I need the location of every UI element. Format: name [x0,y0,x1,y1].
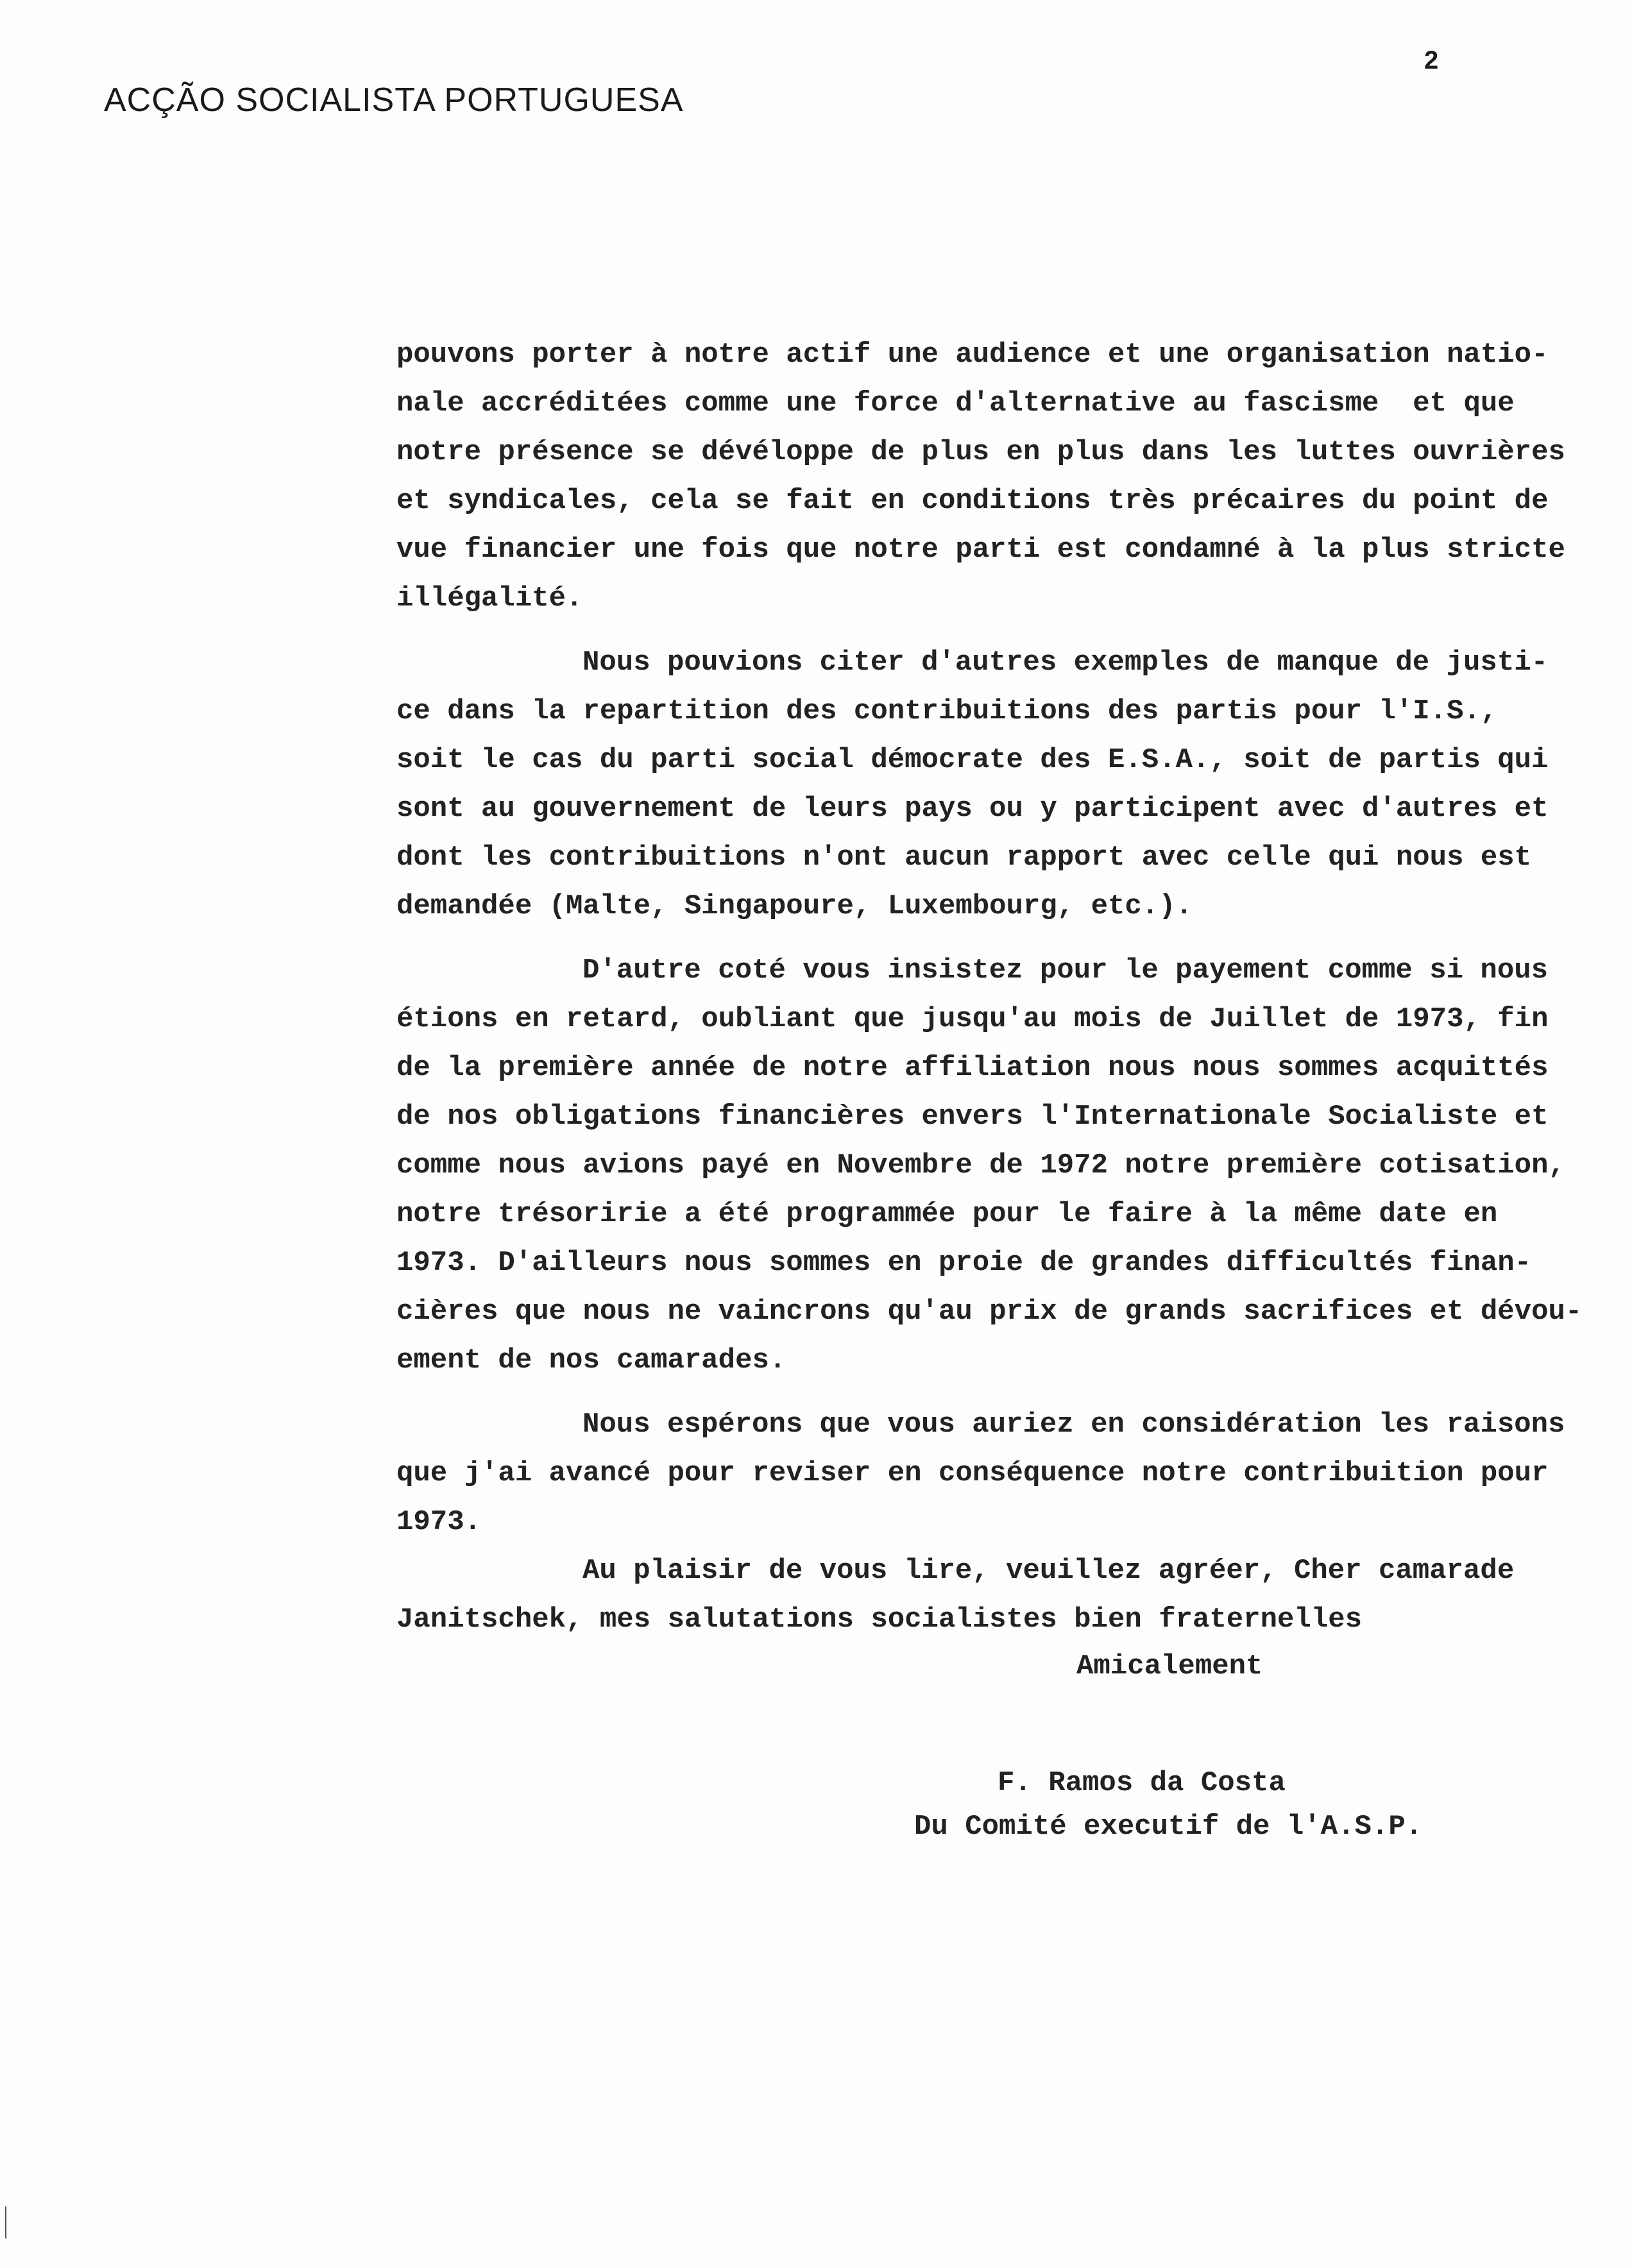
body-line: pouvons porter à notre actif une audience et une organisation natio- [396,339,1549,371]
body-line: demandée (Malte, Singapoure, Luxembourg, etc.). [396,890,1193,922]
margin-mark [5,2206,6,2238]
letterhead-organization: ACÇÃO SOCIALISTA PORTUGUESA [104,81,684,119]
body-line: nale accréditées comme une force d'alternative au fascisme et que [396,387,1515,419]
letter-body [396,330,1583,1644]
body-line: comme nous avions payé en Novembre de 1972 notre première cotisation, [396,1149,1565,1181]
body-line: Nous pouvions citer d'autres exemples de manque de justi- [582,647,1549,679]
body-line: Au plaisir de vous lire, veuillez agréer, Cher camarade [582,1555,1515,1587]
body-line: 1973. D'ailleurs nous sommes en proie de grandes difficultés finan- [396,1247,1532,1279]
signature-title: Du Comité executif de l'A.S.P. [914,1811,1423,1843]
body-line: illégalité. [396,582,583,614]
body-line: Janitschek, mes salutations socialistes bien fraternelles [396,1604,1363,1636]
body-line: cières que nous ne vaincrons qu'au prix de grands sacrifices et dévou- [396,1296,1583,1328]
body-line: sont au gouvernement de leurs pays ou y participent avec d'autres et [396,793,1549,825]
page-number: 2 [1424,46,1439,74]
body-line: étions en retard, oubliant que jusqu'au mois de Juillet de 1973, fin [396,1003,1549,1035]
body-line: D'autre coté vous insistez pour le payement comme si nous [582,954,1549,986]
body-line: dont les contribuitions n'ont aucun rapport avec celle qui nous est [396,842,1532,874]
body-line: ce dans la repartition des contribuitions des partis pour l'I.S., [396,695,1498,727]
body-line: que j'ai avancé pour reviser en conséquence notre contribuition pour [396,1457,1549,1489]
body-line: Nous espérons que vous auriez en considération les raisons [582,1409,1565,1441]
closing-salutation: Amicalement [1076,1650,1263,1682]
body-line: et syndicales, cela se fait en conditions très précaires du point de [396,485,1549,517]
signature-block [914,1761,1422,1849]
body-line: notre présence se dévéloppe de plus en plus dans les luttes ouvrières [396,436,1565,468]
body-line: notre trésoririe a été programmée pour le faire à la même date en [396,1198,1498,1230]
body-line: ement de nos camarades. [396,1344,786,1376]
body-line: de nos obligations financières envers l'Internationale Socialiste et [396,1101,1549,1133]
body-line: soit le cas du parti social démocrate des E.S.A., soit de partis qui [396,744,1549,776]
body-line: de la première année de notre affiliation nous nous sommes acquittés [396,1052,1549,1084]
body-line: vue financier une fois que notre parti est condamné à la plus stricte [396,534,1565,566]
body-line: 1973. [396,1506,482,1538]
signature-name: F. Ramos da Costa [998,1767,1286,1799]
